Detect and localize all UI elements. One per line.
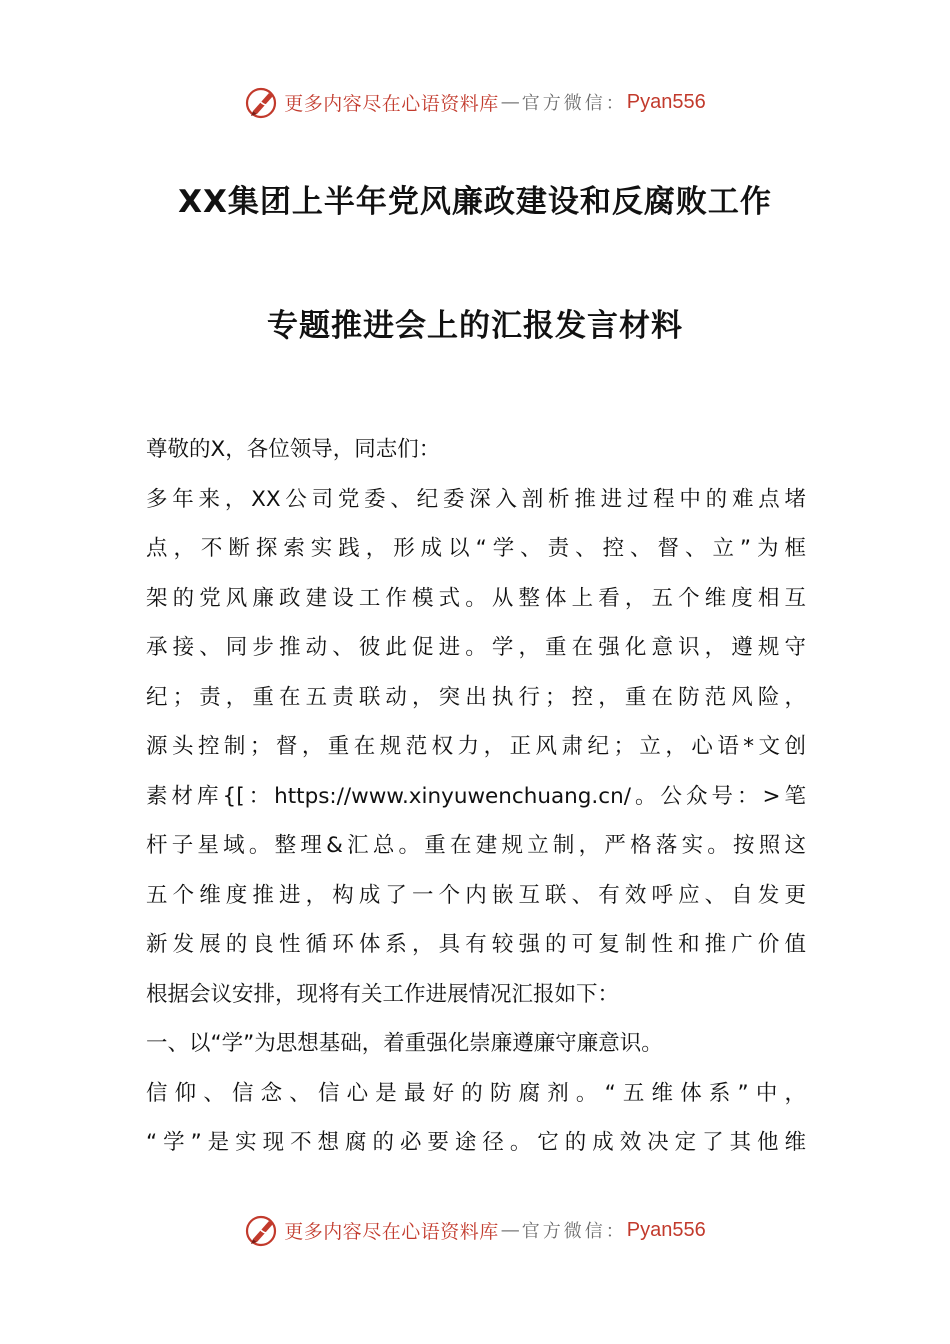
body-line: 信仰、信念、信心是最好的防腐剂。“五维体系”中， [146, 1080, 806, 1106]
body-line: 五个维度推进，构成了一个内嵌互联、有效呼应、自发更 [146, 882, 806, 908]
watermark-label: 官方微信： [521, 1221, 627, 1242]
body-line: “学”是实现不想腐的必要途径。它的成效决定了其他维 [146, 1130, 806, 1155]
pen-logo-icon [244, 84, 280, 120]
body-line: 新发展的良性循环体系，具有较强的可复制性和推广价值 [146, 932, 806, 957]
section-heading-line: 一、以“学”为思想基础，着重强化崇廉遵廉守廉意识。 [146, 1031, 663, 1056]
watermark-separator: — [500, 91, 520, 113]
watermark-label: 官方微信： [521, 93, 627, 114]
salutation-line: 尊敬的X，各位领导，同志们： [146, 437, 441, 462]
watermark-text: 更多内容尽在心语资料库 [284, 1220, 499, 1243]
document-title-line-2: 专题推进会上的汇报发言材料 [267, 308, 683, 344]
body-line: 素材库{[：https://www.xinyuwenchuang.cn/。公众号：>笔 [146, 783, 806, 809]
body-line: 点，不断探索实践，形成以“学、责、控、督、立”为框 [146, 536, 806, 561]
document-title-line-1: XX集团上半年党风廉政建设和反腐败工作 [178, 184, 772, 220]
watermark-text: 更多内容尽在心语资料库 [284, 92, 499, 115]
body-line: 架的党风廉政建设工作模式。从整体上看，五个维度相互 [146, 585, 806, 611]
body-line: 源头控制；督，重在规范权力，正风肃纪；立，心语*文创 [146, 734, 806, 759]
watermark-separator: — [500, 1219, 520, 1241]
document-body [146, 425, 806, 1168]
watermark-wechat-id: Pyan556 [626, 90, 706, 113]
body-line: 多年来，XX公司党委、纪委深入剖析推进过程中的难点堵 [146, 486, 806, 512]
body-line: 根据会议安排，现将有关工作进展情况汇报如下： [146, 981, 620, 1007]
body-line: 纪；责，重在五责联动，突出执行；控，重在防范风险， [146, 684, 806, 710]
footer-watermark [0, 1208, 950, 1252]
body-line: 杆子星域。整理&汇总。重在建规立制，严格落实。按照这 [146, 833, 806, 858]
body-line: 承接、同步推动、彼此促进。学，重在强化意识，遵规守 [146, 635, 806, 660]
pen-logo-icon [244, 1212, 280, 1248]
watermark-wechat-id: Pyan556 [626, 1218, 706, 1241]
header-watermark [0, 80, 950, 124]
